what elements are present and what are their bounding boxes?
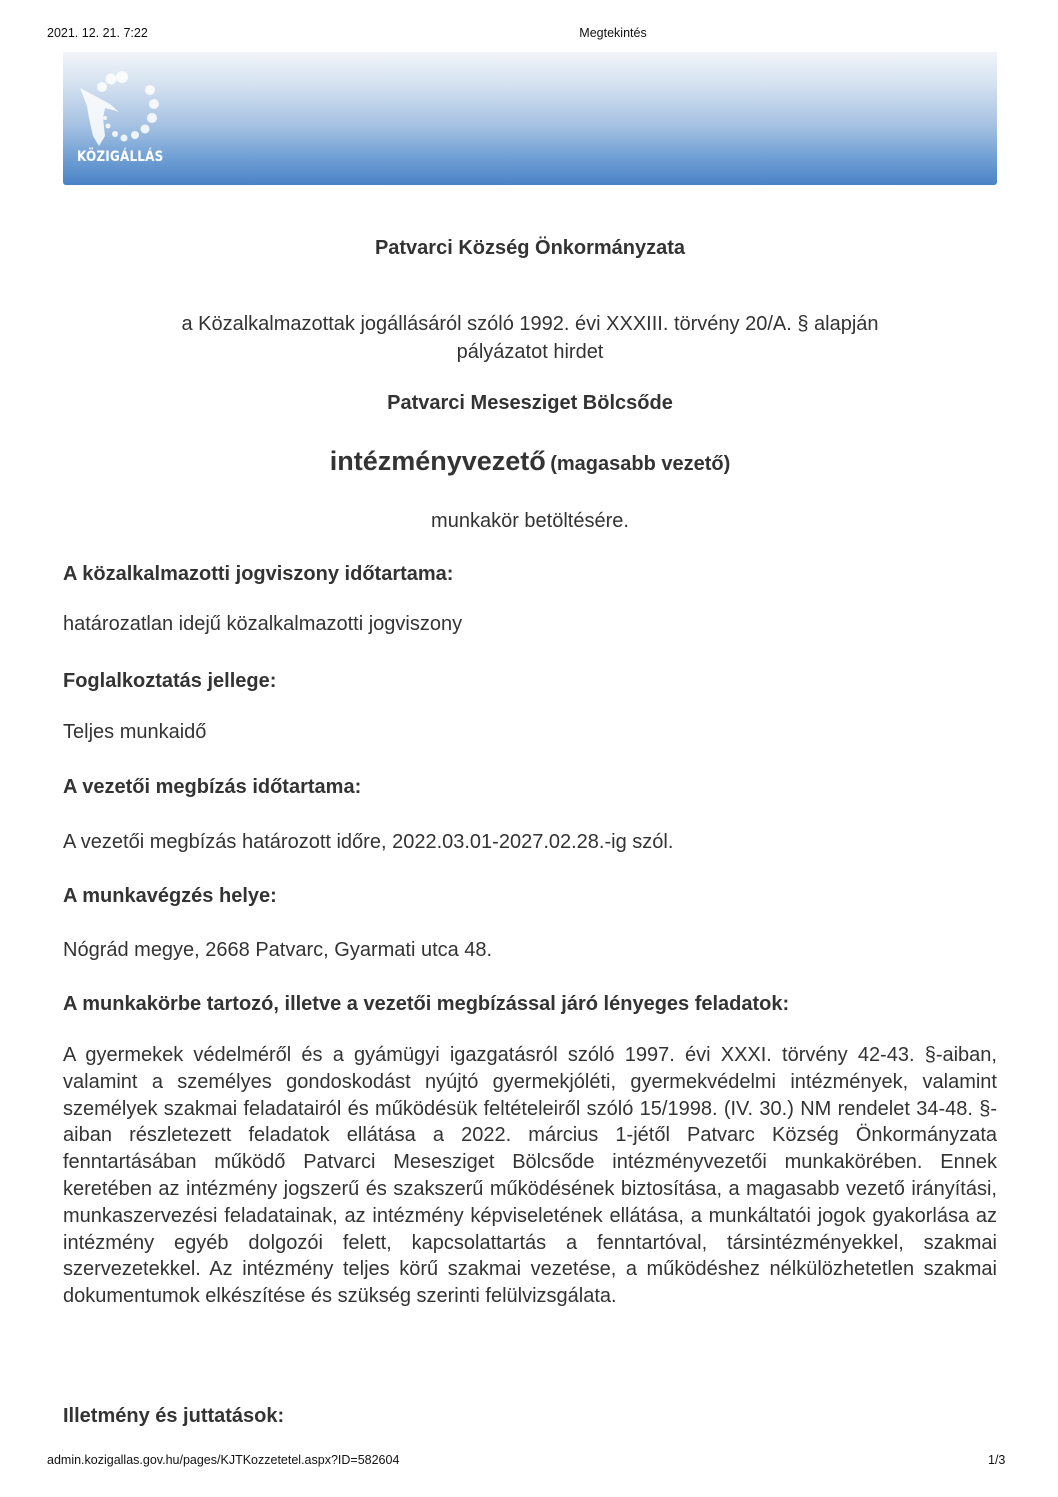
position-qualifier: (magasabb vezető): [550, 453, 731, 475]
intro-text: [63, 310, 997, 366]
section-heading: A munkavégzés helye:: [63, 885, 277, 907]
intro-line-2: pályázatot hirdet: [456, 341, 604, 363]
institution-name: Patvarci Mesesziget Bölcsőde: [387, 392, 673, 414]
page-number: 1/3: [988, 1453, 1006, 1467]
position-suffix: munkakör betöltésére.: [431, 510, 629, 532]
print-title: Megtekintés: [579, 26, 647, 40]
section-text: A vezetői megbízás határozott időre, 2022.03.01-2027.02.28.-ig szól.: [63, 831, 674, 853]
intro-line-1: a Közalkalmazottak jogállásáról szóló 1992. évi XXXIII. törvény 20/A. § alapján: [181, 313, 879, 335]
print-header: [0, 26, 1058, 42]
organization-name: Patvarci Község Önkormányzata: [374, 237, 686, 259]
page-url: admin.kozigallas.gov.hu/pages/KJTKozzetetel.aspx?ID=582604: [47, 1453, 400, 1467]
position-main: intézményvezető: [329, 446, 546, 476]
section-heading: A vezetői megbízás időtartama:: [63, 776, 362, 798]
section-text: A gyermekek védelméről és a gyámügyi igazgatásról szóló 1997. évi XXXI. törvény 42-43. §-aiban, valamint a személyes gondoskodást nyújtó gyermekjóléti, gyermekvédelmi intézmények, valamint személyek szakmai feladatairól és működésük feltételeiről szóló 15/1998. (IV. 30.) NM rendelet 34-48. §-aiban részletezett feladatok ellátása a 2022. március 1-jétől Patvarc Község Önkormányzata fenntartásában működő Patvarci Mesesziget Bölcsőde intézményvezetői munkakörében. Ennek keretében az intézmény jogszerű és szakszerű működésének biztosítása, a magasabb vezető irányítási, munkaszervezési feladatainak, az intézmény képviseletének ellátása, a munkáltatói jogok gyakorlása az intézmény egyéb dolgozói felett, kapcsolattartás a fenntartóval, társintézményekkel, szakmai szervezetekkel. Az intézmény teljes körű szakmai vezetése, a működéshez nélkülözhetetlen szakmai dokumentumok elkészítése és szükség szerinti felülvizsgálata.: [63, 1044, 997, 1308]
section-heading: Foglalkoztatás jellege:: [63, 670, 277, 692]
section-text: határozatlan idejű közalkalmazotti jogviszony: [63, 613, 463, 635]
section-heading: A munkakörbe tartozó, illetve a vezetői megbízással járó lényeges feladatok:: [63, 993, 790, 1015]
print-datetime: 2021. 12. 21. 7:22: [47, 26, 148, 40]
kozigallas-banner: [63, 52, 997, 185]
section-text: Teljes munkaidő: [63, 721, 207, 743]
section-heading: A közalkalmazotti jogviszony időtartama:: [63, 563, 454, 585]
logo-text: KÖZIGÁLLÁS: [77, 149, 164, 165]
section-text: Nógrád megye, 2668 Patvarc, Gyarmati utca 48.: [63, 939, 493, 961]
position-title: [63, 446, 997, 477]
section-heading: Illetmény és juttatások:: [63, 1405, 285, 1427]
